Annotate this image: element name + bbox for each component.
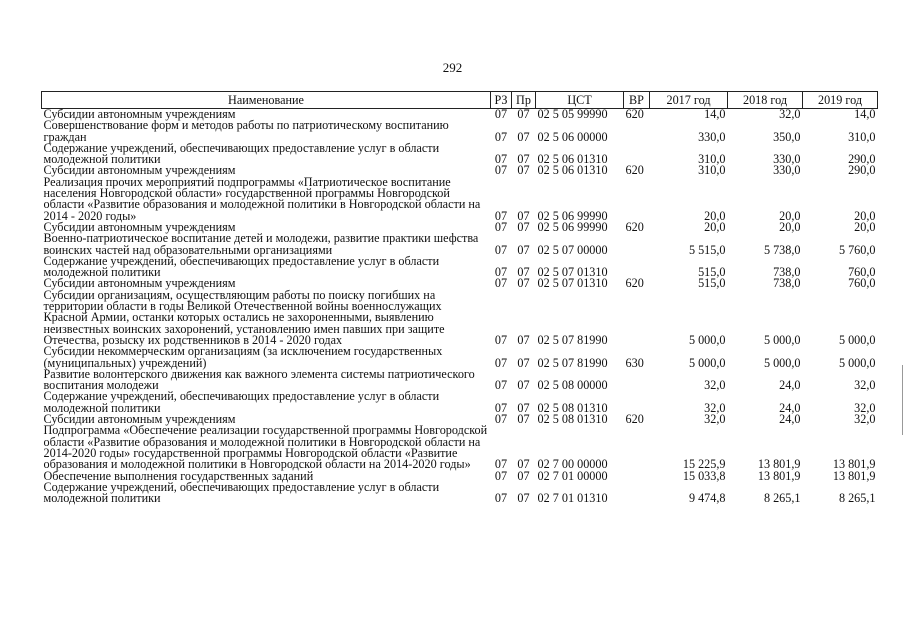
cell-2017: 32,0 bbox=[704, 400, 726, 415]
cell-rz: 07 bbox=[494, 129, 508, 144]
header-2018: 2018 год bbox=[728, 92, 803, 109]
cell-name: Субсидии автономным учреждениям bbox=[43, 276, 236, 291]
table-row bbox=[42, 120, 878, 143]
cell-2018: 8 265,1 bbox=[763, 491, 801, 506]
cell-pr: 07 bbox=[517, 276, 530, 291]
cell-name: Развитие волонтерского движения как важного элемента системы патриотического воспитания молодежи bbox=[43, 366, 475, 393]
cell-2017: 15 033,8 bbox=[682, 468, 726, 483]
cell-2017: 515,0 bbox=[698, 265, 726, 280]
cell-rz: 07 bbox=[494, 276, 508, 291]
cell-vr bbox=[624, 391, 650, 414]
cell-2017: 20,0 bbox=[704, 208, 726, 223]
cell-vr bbox=[624, 143, 650, 166]
cell-name: Субсидии автономным учреждениям bbox=[43, 219, 236, 234]
cell-pr: 07 bbox=[517, 412, 530, 427]
cell-cst: 02 5 07 00000 bbox=[537, 242, 608, 257]
cell-rz: 07 bbox=[494, 107, 508, 121]
cell-vr: 620 bbox=[625, 107, 644, 121]
cell-vr bbox=[624, 177, 650, 222]
cell-2018: 330,0 bbox=[773, 152, 801, 167]
cell-name: Субсидии автономным учреждениям bbox=[43, 412, 236, 427]
cell-cst: 02 5 06 99990 bbox=[537, 219, 608, 234]
cell-pr: 07 bbox=[517, 457, 530, 472]
cell-2017: 515,0 bbox=[698, 276, 726, 291]
cell-2019: 5 000,0 bbox=[838, 332, 876, 347]
cell-vr bbox=[624, 471, 650, 482]
table-row bbox=[42, 290, 878, 346]
cell-pr: 07 bbox=[517, 468, 530, 483]
cell-pr: 07 bbox=[517, 219, 530, 234]
cell-pr: 07 bbox=[517, 332, 530, 347]
table-row bbox=[42, 177, 878, 222]
cell-cst: 02 7 01 01310 bbox=[537, 491, 608, 506]
cell-2017: 20,0 bbox=[704, 219, 726, 234]
cell-pr: 07 bbox=[517, 378, 530, 393]
cell-pr: 07 bbox=[517, 265, 530, 280]
cell-cst: 02 7 01 00000 bbox=[537, 468, 608, 483]
table-body bbox=[42, 109, 878, 505]
cell-vr: 620 bbox=[625, 219, 644, 234]
cell-2019: 32,0 bbox=[854, 400, 876, 415]
cell-cst: 02 5 06 00000 bbox=[537, 129, 608, 144]
cell-2019: 5 760,0 bbox=[838, 242, 876, 257]
cell-2018: 5 738,0 bbox=[763, 242, 801, 257]
cell-name: Подпрограмма «Обеспечение реализации государственной программы Новгородской области «Развитие образования и молодежной политики в Новгородской области на 2014-2020 годы» государственной программы Новгородской области «Развитие образования и молодежной политики в Новгородской области на 2014-2020 годы» bbox=[43, 423, 488, 472]
cell-rz: 07 bbox=[494, 491, 508, 506]
cell-2018: 350,0 bbox=[773, 129, 801, 144]
margin-mark bbox=[902, 365, 903, 435]
cell-2017: 32,0 bbox=[704, 412, 726, 427]
cell-2019: 13 801,9 bbox=[832, 468, 876, 483]
cell-2018: 24,0 bbox=[779, 412, 801, 427]
cell-2018: 20,0 bbox=[779, 208, 801, 223]
cell-2018: 738,0 bbox=[773, 276, 801, 291]
cell-cst: 02 5 07 81990 bbox=[537, 332, 608, 347]
cell-vr: 620 bbox=[625, 276, 644, 291]
cell-2017: 9 474,8 bbox=[688, 491, 726, 506]
cell-2018: 13 801,9 bbox=[757, 457, 801, 472]
cell-vr bbox=[624, 369, 650, 392]
header-rz: РЗ bbox=[491, 92, 512, 109]
cell-name: Реализация прочих мероприятий подпрограммы «Патриотическое воспитание населения Новгородской области» государственной программы Новгородской области «Развитие образования и молодежной политики в Новгородской области на 2014 - 2020 годы» bbox=[43, 174, 481, 223]
cell-cst: 02 5 06 01310 bbox=[537, 163, 608, 178]
cell-2017: 5 000,0 bbox=[688, 332, 726, 347]
cell-cst: 02 7 00 00000 bbox=[537, 457, 608, 472]
cell-name: Совершенствование форм и методов работы по патриотическому воспитанию граждан bbox=[43, 118, 449, 144]
table-row bbox=[42, 369, 878, 392]
cell-2019: 32,0 bbox=[854, 378, 876, 393]
cell-2019: 290,0 bbox=[848, 152, 876, 167]
header-pr: Пр bbox=[512, 92, 536, 109]
cell-name: Субсидии некоммерческим организациям (за исключением государственных (муниципальных) учреждений) bbox=[43, 344, 443, 370]
cell-name: Обеспечение выполнения государственных заданий bbox=[43, 468, 314, 483]
cell-vr bbox=[624, 482, 650, 505]
table-row bbox=[42, 482, 878, 505]
cell-rz: 07 bbox=[494, 468, 508, 483]
cell-cst: 02 5 08 00000 bbox=[537, 378, 608, 393]
cell-name: Содержание учреждений, обеспечивающих предоставление услуг в области молодежной политики bbox=[43, 253, 440, 280]
cell-2018: 32,0 bbox=[779, 107, 801, 121]
cell-2017: 330,0 bbox=[698, 129, 726, 144]
cell-rz: 07 bbox=[494, 457, 508, 472]
cell-2017: 5 000,0 bbox=[688, 355, 726, 370]
cell-pr: 07 bbox=[517, 242, 530, 257]
cell-pr: 07 bbox=[517, 163, 530, 178]
table-row bbox=[42, 256, 878, 279]
cell-name: Содержание учреждений, обеспечивающих предоставление услуг в области молодежной политики bbox=[43, 389, 440, 415]
cell-pr: 07 bbox=[517, 491, 530, 506]
cell-rz: 07 bbox=[494, 163, 508, 178]
cell-2018: 738,0 bbox=[773, 265, 801, 280]
cell-rz: 07 bbox=[494, 242, 508, 257]
cell-2017: 310,0 bbox=[698, 163, 726, 178]
table-row bbox=[42, 143, 878, 166]
cell-cst: 02 5 08 01310 bbox=[537, 400, 608, 415]
cell-2019: 310,0 bbox=[848, 129, 876, 144]
cell-cst: 02 5 07 81990 bbox=[537, 355, 608, 370]
cell-2019: 760,0 bbox=[848, 265, 876, 280]
cell-rz: 07 bbox=[494, 219, 508, 234]
header-cst: ЦСТ bbox=[536, 92, 624, 109]
cell-pr: 07 bbox=[517, 129, 530, 144]
cell-cst: 02 5 06 99990 bbox=[537, 208, 608, 223]
cell-cst: 02 5 06 01310 bbox=[537, 152, 608, 167]
cell-rz: 07 bbox=[494, 152, 508, 167]
cell-2018: 330,0 bbox=[773, 163, 801, 178]
cell-vr bbox=[624, 120, 650, 143]
cell-rz: 07 bbox=[494, 332, 508, 347]
cell-pr: 07 bbox=[517, 400, 530, 415]
cell-2019: 8 265,1 bbox=[838, 491, 876, 506]
header-name: Наименование bbox=[42, 92, 491, 109]
cell-2018: 20,0 bbox=[779, 219, 801, 234]
cell-rz: 07 bbox=[494, 208, 508, 223]
cell-2019: 20,0 bbox=[854, 208, 876, 223]
cell-2019: 14,0 bbox=[854, 107, 876, 121]
cell-name: Субсидии автономным учреждениям bbox=[43, 163, 236, 178]
header-2019: 2019 год bbox=[803, 92, 878, 109]
cell-vr bbox=[624, 290, 650, 346]
cell-vr: 620 bbox=[625, 412, 644, 427]
table-row bbox=[42, 425, 878, 470]
cell-name: Субсидии организациям, осуществляющим работы по поиску погибших на территории области в годы Великой Отечественной войны военнослужащих Красной Армии, останки которых остались не захороненными, выявлению неизвестных воинских захоронений, установлению имен павших при защите Отечества, розыску их родственников в 2014 - 2020 годах bbox=[43, 287, 445, 347]
header-vr: ВР bbox=[624, 92, 650, 109]
table-row bbox=[42, 346, 878, 369]
cell-cst: 02 5 07 01310 bbox=[537, 276, 608, 291]
cell-2017: 310,0 bbox=[698, 152, 726, 167]
cell-name: Содержание учреждений, обеспечивающих предоставление услуг в области молодежной политики bbox=[43, 140, 440, 167]
cell-rz: 07 bbox=[494, 378, 508, 393]
cell-2017: 5 515,0 bbox=[688, 242, 726, 257]
cell-2018: 24,0 bbox=[779, 378, 801, 393]
table-header-row bbox=[42, 92, 878, 109]
cell-rz: 07 bbox=[494, 265, 508, 280]
cell-2018: 5 000,0 bbox=[763, 332, 801, 347]
cell-2019: 20,0 bbox=[854, 219, 876, 234]
cell-vr bbox=[624, 256, 650, 279]
cell-rz: 07 bbox=[494, 355, 508, 370]
cell-vr bbox=[624, 425, 650, 470]
cell-pr: 07 bbox=[517, 355, 530, 370]
cell-2018: 13 801,9 bbox=[757, 468, 801, 483]
table-row bbox=[42, 391, 878, 414]
table-row bbox=[42, 233, 878, 256]
cell-2019: 760,0 bbox=[848, 276, 876, 291]
cell-vr: 630 bbox=[625, 355, 644, 370]
page-number: 292 bbox=[442, 60, 463, 75]
cell-pr: 07 bbox=[517, 152, 530, 167]
cell-2019: 13 801,9 bbox=[832, 457, 876, 472]
cell-rz: 07 bbox=[494, 412, 508, 427]
cell-name: Субсидии автономным учреждениям bbox=[43, 107, 236, 121]
cell-vr: 620 bbox=[625, 163, 644, 178]
cell-2017: 15 225,9 bbox=[682, 457, 726, 472]
cell-2017: 14,0 bbox=[704, 107, 726, 121]
cell-pr: 07 bbox=[517, 107, 530, 121]
header-2017: 2017 год bbox=[650, 92, 728, 109]
cell-2018: 24,0 bbox=[779, 400, 801, 415]
cell-name: Содержание учреждений, обеспечивающих предоставление услуг в области молодежной политики bbox=[43, 479, 440, 506]
cell-cst: 02 5 07 01310 bbox=[537, 265, 608, 280]
cell-2019: 32,0 bbox=[854, 412, 876, 427]
cell-2019: 290,0 bbox=[848, 163, 876, 178]
cell-vr bbox=[624, 233, 650, 256]
cell-2018: 5 000,0 bbox=[763, 355, 801, 370]
cell-2019: 5 000,0 bbox=[838, 355, 876, 370]
cell-pr: 07 bbox=[517, 208, 530, 223]
cell-cst: 02 5 08 01310 bbox=[537, 412, 608, 427]
cell-name: Военно-патриотическое воспитание детей и молодежи, развитие практики шефства воинских частей над образовательными организациями bbox=[43, 231, 479, 257]
cell-rz: 07 bbox=[494, 400, 508, 415]
cell-cst: 02 5 05 99990 bbox=[537, 107, 608, 121]
cell-2017: 32,0 bbox=[704, 378, 726, 393]
budget-table bbox=[41, 91, 878, 504]
